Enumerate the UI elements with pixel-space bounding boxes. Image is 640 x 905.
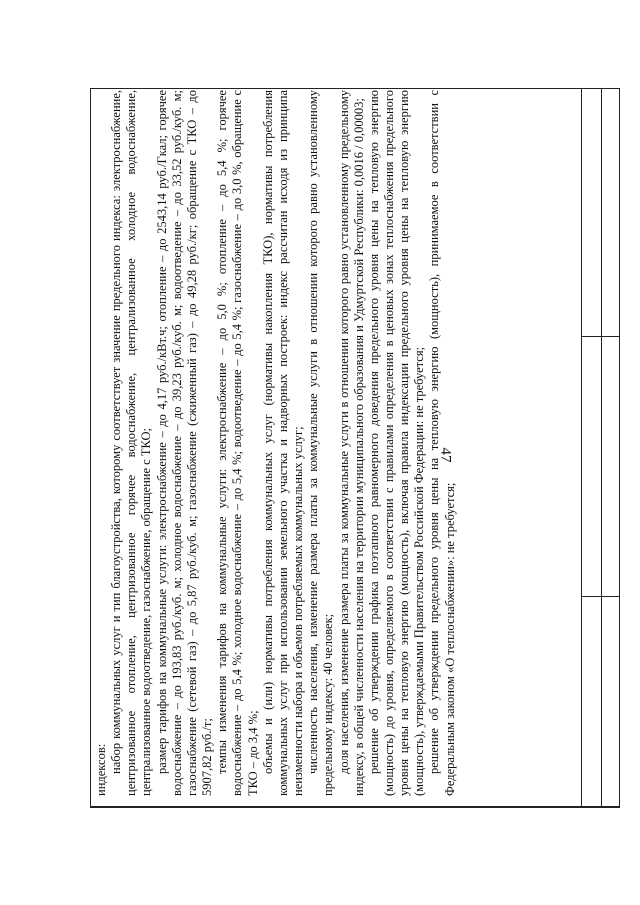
paragraph: набор коммунальных услуг и тип благоустройства, которому соответствует значение предельного индекса: электроснабжение, центризованное отопление, центризованное горячее водоснабжение, централизованное холодное водоснабжение, централизованное водоотведение, газоснабжение, обращение с ТКО; — [109, 90, 154, 796]
column-divider — [581, 596, 619, 597]
column-divider — [581, 336, 619, 337]
paragraph: объемы и (или) нормативы потребления коммунальных услуг (нормативы накопления ТКО), нормативы потребления коммунальных услуг при использовании земельного участка и надворных построек: индекс рассчитан исходя из принципа неизменности набора и объемов потребляемых коммунальных услуг; — [260, 90, 306, 796]
paragraph: размер тарифов на коммунальные услуги: электроснабжение – до 4,17 руб./кВт.ч; отопление – до 2543,14 руб./Гкал; горячее водоснабжение – до 193,83 руб./куб. м; холодное водоснабжение – до 39,23 руб./куб. м; водоотведение – до 33,52 руб./куб. м; газоснабжение (сетевой газ) – до 5,87 руб./куб. м; газоснабжение (сжиженный газ) – до 49,28 руб./кг; обращение с ТКО – до 5907,82 руб./т; — [154, 90, 215, 796]
paragraph: решение об утверждении графика поэтапного равномерного доведения предельного уровня цены на тепловую энергию (мощность) до уровня, определяемого в соответствии с правилами определения в ценовых зонах теплоснабжения предельного уровня цены на тепловую энергию (мощность), включая правила индексации предельного уровня цены на тепловую энергию (мощность), утверждаемыми Правительством Российской Федерации: не требуется; — [366, 90, 427, 796]
paragraph: доля населения, изменение размера платы за коммунальные услуги в отношении которого равно установленному предельному индексу, в общей численности населения на территории муниципального образования и Удмуртской Республики: 0,0016 / 0,00003; — [336, 90, 366, 796]
paragraph: индексов: — [94, 743, 108, 796]
table-cell-text — [94, 90, 579, 796]
paragraph: численность населения, изменение размера платы за коммунальные услуги в отношении которого равно установленному предельному индексу: 40 человек; — [306, 90, 336, 796]
column-divider — [91, 806, 619, 807]
page-number: 47 — [437, 447, 454, 463]
paragraph: темпы изменения тарифов на коммунальные услуги: электроснабжение – до 5,0 %; отопление – до 5,4 %; горячее водоснабжение – до 5,4 %; холодное водоснабжение – до 5,4 %; водоотведение – до 5,4 %; газоснабжение – до 3,0 %, обращение с ТКО – до 3,4 %; — [215, 90, 260, 796]
table — [90, 88, 620, 808]
paragraph: решение об утверждении предельного уровня цены на тепловую энергию (мощность), принимаемое в соответствии с Федеральным законом «О теплоснабжении»: не требуется; — [427, 90, 457, 796]
row-divider — [601, 89, 602, 807]
rotated-table-frame — [90, 88, 620, 808]
row-divider — [581, 89, 582, 807]
